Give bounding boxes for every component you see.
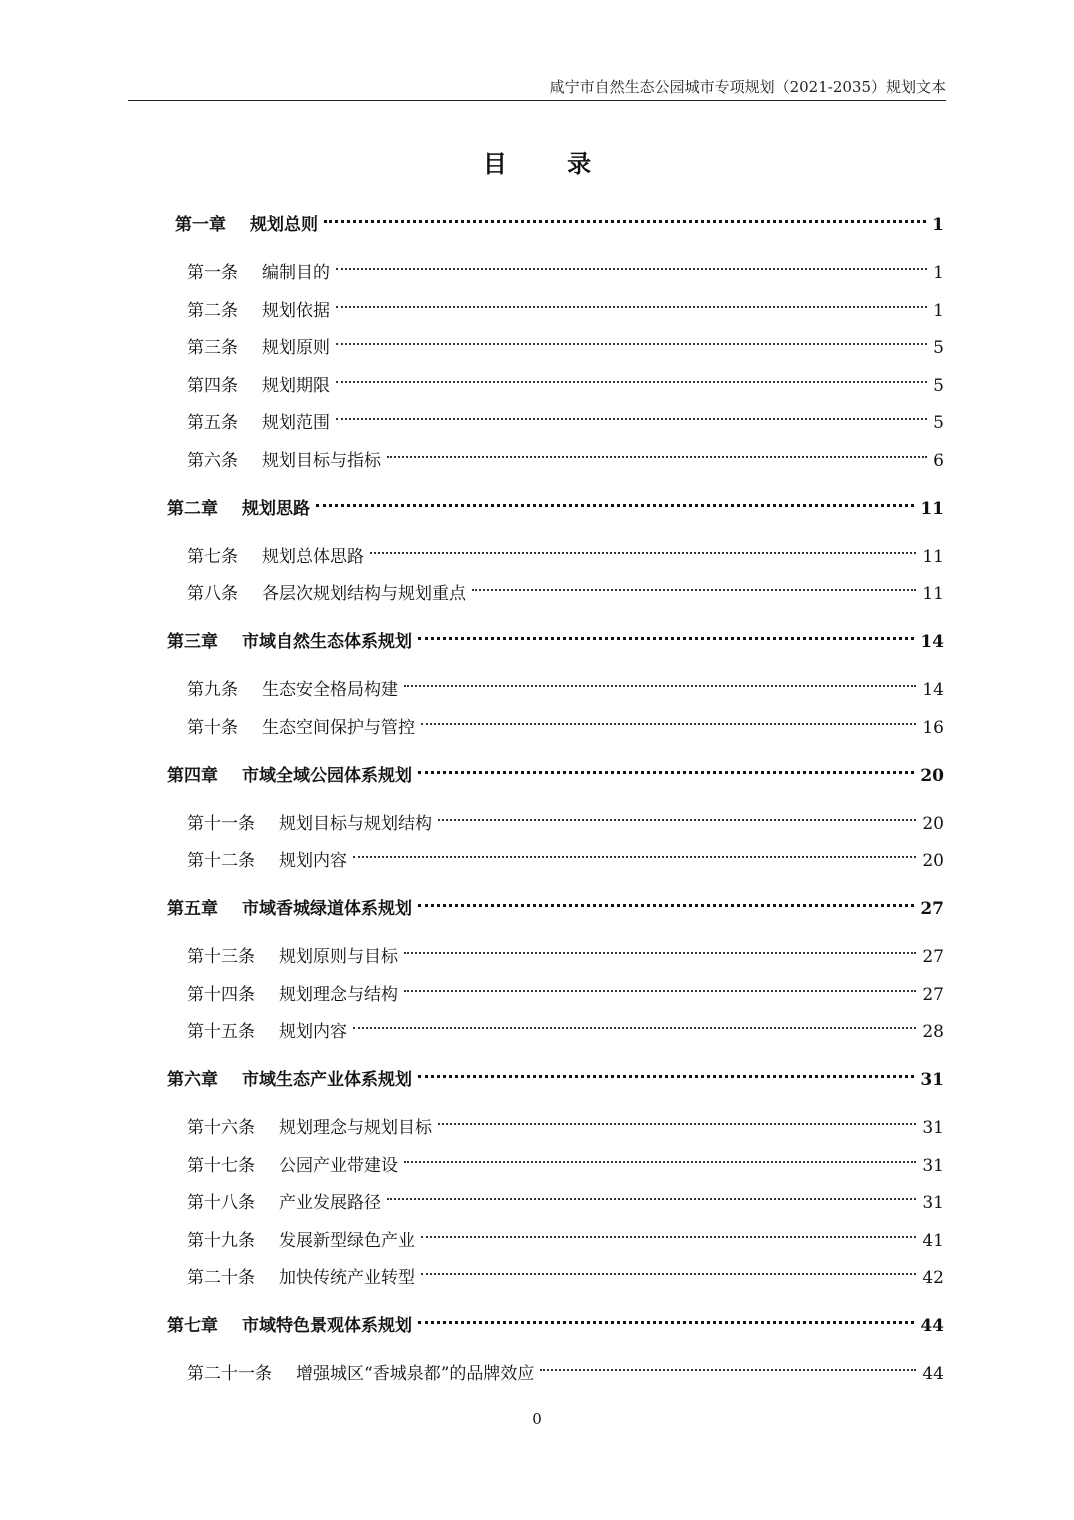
toc-entry-title: 生态安全格局构建 <box>262 680 398 700</box>
toc-article-row[interactable] <box>187 1009 944 1042</box>
toc-entry-number: 第十七条 <box>187 1155 255 1176</box>
toc-article-row[interactable] <box>187 838 944 871</box>
toc-title: 目 录 <box>482 149 618 178</box>
toc-page-number: 20 <box>920 765 944 786</box>
toc-dot-leader <box>418 1303 914 1331</box>
toc-entry-number: 第十三条 <box>187 947 255 967</box>
toc-dot-leader <box>418 753 914 781</box>
toc-entry-title: 规划思路 <box>242 498 310 519</box>
toc-entry-number: 第五条 <box>187 413 238 433</box>
toc-entry-title: 规划目标与指标 <box>262 450 381 471</box>
toc-page-number: 11 <box>920 498 944 519</box>
toc-entry-title: 增强城区“香城泉都”的品牌效应 <box>296 1364 535 1384</box>
toc-entry-number: 第二条 <box>187 300 238 321</box>
toc-entry-number: 第二十条 <box>187 1268 255 1288</box>
toc-entry-number: 第二十一条 <box>187 1364 272 1384</box>
toc-entry-number: 第一章 <box>175 215 226 235</box>
toc-chapter-row[interactable] <box>175 202 944 235</box>
toc-entry-title: 规划总体思路 <box>262 546 364 567</box>
toc-dot-leader <box>418 886 914 914</box>
toc-entry-title: 规划目标与规划结构 <box>279 813 432 834</box>
toc-entry-number: 第七章 <box>167 1316 218 1336</box>
toc-entry-title: 规划期限 <box>262 375 330 396</box>
toc-entry-number: 第十八条 <box>187 1193 255 1213</box>
toc-entry-title: 规划原则与目标 <box>279 947 398 967</box>
toc-dot-leader <box>421 1255 916 1283</box>
toc-article-row[interactable] <box>187 325 944 358</box>
toc-page-number: 16 <box>922 717 944 738</box>
toc-page-number: 5 <box>933 338 944 358</box>
toc-dot-leader <box>387 438 927 466</box>
toc-dot-leader <box>370 534 916 562</box>
toc-entry-title: 规划理念与结构 <box>279 984 398 1005</box>
toc-entry-title: 公园产业带建设 <box>279 1155 398 1176</box>
toc-dot-leader <box>418 1057 914 1085</box>
toc-entry-title: 规划依据 <box>262 300 330 321</box>
toc-article-row[interactable] <box>187 1180 944 1213</box>
toc-page-number: 1 <box>933 263 944 283</box>
toc-dot-leader <box>387 1180 916 1208</box>
toc-page-number: 44 <box>922 1364 944 1384</box>
toc-article-row[interactable] <box>187 534 944 567</box>
toc-chapter-row[interactable] <box>167 753 944 786</box>
toc-dot-leader <box>421 1218 916 1246</box>
toc-page-number: 5 <box>933 375 944 396</box>
toc-entry-number: 第十六条 <box>187 1118 255 1138</box>
toc-page-number: 14 <box>922 680 944 700</box>
toc-entry-number: 第三条 <box>187 338 238 358</box>
toc-page-number: 27 <box>922 984 944 1005</box>
toc-entry-number: 第十五条 <box>187 1022 255 1042</box>
toc-dot-leader <box>404 934 916 962</box>
toc-article-row[interactable] <box>187 705 944 738</box>
toc-chapter-row[interactable] <box>167 1057 944 1090</box>
toc-dot-leader <box>336 363 927 391</box>
toc-entry-title: 规划范围 <box>262 413 330 433</box>
toc-page-number: 20 <box>922 813 944 834</box>
toc-dot-leader <box>336 400 927 428</box>
toc-entry-title: 市域生态产业体系规划 <box>242 1070 412 1090</box>
toc-page-number: 31 <box>922 1155 944 1176</box>
toc-entry-title: 产业发展路径 <box>279 1193 381 1213</box>
toc-page-number: 14 <box>920 632 944 652</box>
toc-entry-title: 市域香城绿道体系规划 <box>242 899 412 919</box>
toc-page-number: 1 <box>933 300 944 321</box>
toc-dot-leader <box>404 972 916 1000</box>
toc-dot-leader <box>336 325 927 353</box>
toc-article-row[interactable] <box>187 667 944 700</box>
toc-page-number: 44 <box>920 1316 944 1336</box>
toc-page-number: 11 <box>922 546 944 567</box>
toc-entry-title: 市域自然生态体系规划 <box>242 632 412 652</box>
toc-dot-leader <box>316 486 914 514</box>
toc-page-number: 6 <box>933 450 944 471</box>
toc-entry-title: 各层次规划结构与规划重点 <box>262 584 466 604</box>
toc-entry-number: 第七条 <box>187 546 238 567</box>
toc-entry-number: 第六条 <box>187 450 238 471</box>
toc-entry-number: 第六章 <box>167 1070 218 1090</box>
toc-entry-title: 规划理念与规划目标 <box>279 1118 432 1138</box>
toc-entry-title: 编制目的 <box>262 263 330 283</box>
toc-page-number: 28 <box>922 1022 944 1042</box>
toc-entry-title: 生态空间保护与管控 <box>262 717 415 738</box>
toc-entry-title: 市域特色景观体系规划 <box>242 1316 412 1336</box>
toc-entry-number: 第十二条 <box>187 851 255 871</box>
toc-chapter-row[interactable] <box>167 886 944 919</box>
toc-entry-title: 规划内容 <box>279 1022 347 1042</box>
toc-entry-number: 第八条 <box>187 584 238 604</box>
toc-page-number: 5 <box>933 413 944 433</box>
toc-page-number: 31 <box>922 1193 944 1213</box>
toc-dot-leader <box>336 288 927 316</box>
toc-dot-leader <box>421 705 916 733</box>
toc-dot-leader <box>418 619 914 647</box>
toc-dot-leader <box>404 667 916 695</box>
toc-entry-number: 第十九条 <box>187 1230 255 1251</box>
toc-entry-title: 发展新型绿色产业 <box>279 1230 415 1251</box>
toc-article-row[interactable] <box>187 1143 944 1176</box>
toc-entry-number: 第十一条 <box>187 813 255 834</box>
toc-article-row[interactable] <box>187 438 944 471</box>
toc-page-number: 27 <box>922 947 944 967</box>
toc-entry-number: 第一条 <box>187 263 238 283</box>
toc-dot-leader <box>353 838 916 866</box>
toc-page-number: 42 <box>922 1268 944 1288</box>
toc-article-row[interactable] <box>187 1351 944 1384</box>
toc-article-row[interactable] <box>187 571 944 604</box>
toc-dot-leader <box>324 202 926 230</box>
toc-article-row[interactable] <box>187 972 944 1005</box>
toc-entry-title: 规划原则 <box>262 338 330 358</box>
toc-article-row[interactable] <box>187 288 944 321</box>
toc-article-row[interactable] <box>187 1105 944 1138</box>
toc-page-number: 41 <box>922 1230 944 1251</box>
toc-dot-leader <box>438 1105 916 1133</box>
toc-chapter-row[interactable] <box>167 619 944 652</box>
toc-entry-number: 第五章 <box>167 899 218 919</box>
toc-chapter-row[interactable] <box>167 1303 944 1336</box>
toc-chapter-row[interactable] <box>167 486 944 519</box>
toc-page-number: 31 <box>922 1118 944 1138</box>
toc-entry-number: 第四章 <box>167 765 218 786</box>
toc-dot-leader <box>353 1009 916 1037</box>
toc-entry-title: 加快传统产业转型 <box>279 1268 415 1288</box>
toc-article-row[interactable] <box>187 400 944 433</box>
toc-entry-number: 第十四条 <box>187 984 255 1005</box>
toc-entry-title: 规划内容 <box>279 851 347 871</box>
toc-page-number: 1 <box>932 215 944 235</box>
toc-dot-leader <box>404 1143 916 1171</box>
toc-article-row[interactable] <box>187 363 944 396</box>
page-number: 0 <box>532 1410 542 1428</box>
toc-article-row[interactable] <box>187 934 944 967</box>
toc-entry-number: 第九条 <box>187 680 238 700</box>
toc-page-number: 20 <box>922 851 944 871</box>
toc-page-number: 27 <box>920 899 944 919</box>
toc-dot-leader <box>472 571 916 599</box>
toc-article-row[interactable] <box>187 250 944 283</box>
header-title: 咸宁市自然生态公园城市专项规划（2021-2035）规划文本 <box>549 78 946 96</box>
toc-entry-title: 规划总则 <box>250 215 318 235</box>
toc-dot-leader <box>336 250 927 278</box>
toc-entry-number: 第二章 <box>167 498 218 519</box>
toc-dot-leader <box>438 801 916 829</box>
toc-dot-leader <box>540 1351 916 1379</box>
toc-article-row[interactable] <box>187 1255 944 1288</box>
toc-entry-number: 第四条 <box>187 375 238 396</box>
toc-article-row[interactable] <box>187 1218 944 1251</box>
toc-page-number: 11 <box>922 584 944 604</box>
toc-article-row[interactable] <box>187 801 944 834</box>
toc-entry-title: 市域全域公园体系规划 <box>242 765 412 786</box>
toc-entry-number: 第三章 <box>167 632 218 652</box>
toc-page-number: 31 <box>920 1070 944 1090</box>
toc-entry-number: 第十条 <box>187 717 238 738</box>
